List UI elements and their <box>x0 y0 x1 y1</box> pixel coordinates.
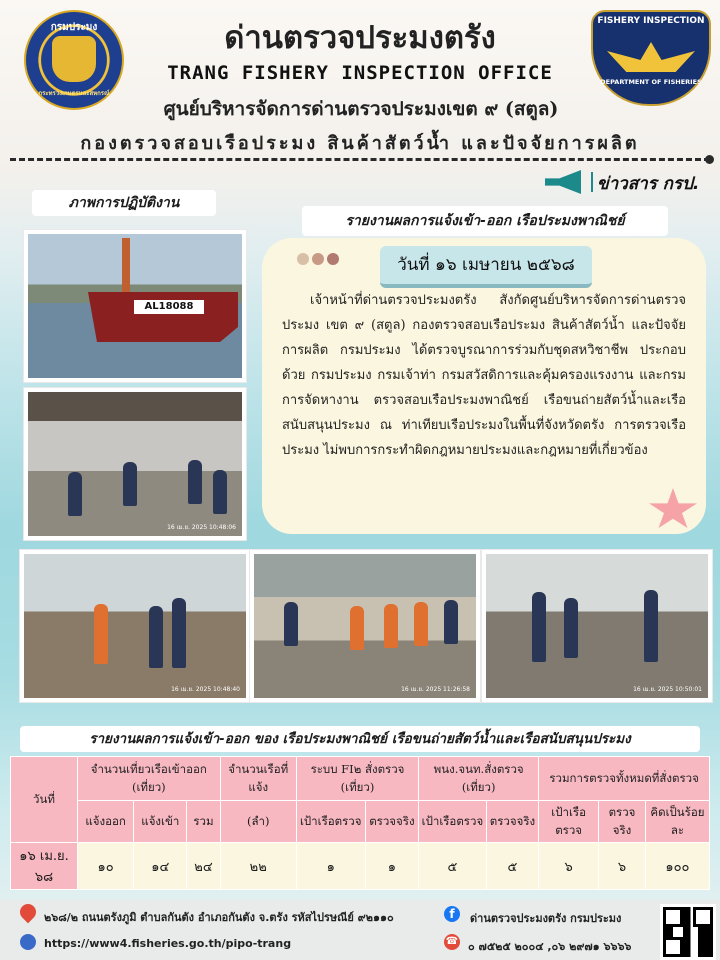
globe-icon <box>20 934 36 950</box>
boat-registration-label: AL18088 <box>134 300 204 314</box>
logo-right-bottom-text: DEPARTMENT OF FISHERIES <box>600 78 702 86</box>
cell: ๕ <box>486 843 539 890</box>
cell: ๑ <box>365 843 419 890</box>
subheader: เป้าเรือตรวจ <box>419 801 487 843</box>
wings-emblem-icon <box>607 42 695 72</box>
entry-exit-table <box>10 756 710 890</box>
news-badge <box>545 168 715 200</box>
emblem-icon <box>52 36 96 82</box>
header-officer: พนง.จนท.สั่งตรวจ (เที่ยว) <box>419 757 539 801</box>
logo-right-top-text: FISHERY INSPECTION <box>597 16 705 26</box>
megaphone-icon <box>545 170 581 194</box>
subtitle-center: ศูนย์บริหารจัดการด่านตรวจประมงเขต ๙ (สตูล) <box>163 98 559 120</box>
photo-boat <box>24 230 246 382</box>
cell: ๑๐ <box>78 843 134 890</box>
sound-lines-icon <box>583 172 593 192</box>
cell: ๑๐๐ <box>645 843 709 890</box>
subheader: (ลำ) <box>220 801 296 843</box>
qr-code[interactable] <box>660 904 716 960</box>
subheader: ตรวจจริง <box>365 801 419 843</box>
cell: ๖ <box>539 843 599 890</box>
photo-crew-lineup <box>250 550 480 702</box>
row-date: ๑๖ เม.ย. ๖๘ <box>11 843 78 890</box>
header-divider <box>10 158 710 161</box>
header-total: รวมการตรวจทั้งหมดที่สั่งตรวจ <box>539 757 710 801</box>
photos-section-title: ภาพการปฏิบัติงาน <box>32 190 216 216</box>
subheader: ตรวจจริง <box>486 801 539 843</box>
news-badge-label: ข่าวสาร กรป. <box>597 174 700 194</box>
page-title: ด่านตรวจประมงตรัง <box>224 20 496 56</box>
cell: ๑๔ <box>134 843 187 890</box>
location-pin-icon <box>17 901 40 924</box>
subheader: แจ้งเข้า <box>134 801 187 843</box>
header-boats: จำนวนเรือที่แจ้ง <box>220 757 296 801</box>
report-section-title: รายงานผลการแจ้งเข้า-ออก เรือประมงพาณิชย์ <box>302 206 668 236</box>
footer-phone: ๐ ๗๕๒๕ ๒๐๐๔ ,๐๖ ๒๙๗๑ ๖๖๖๖ <box>468 940 632 953</box>
header-date: วันที่ <box>11 757 78 843</box>
photo-timestamp: 16 เม.ย. 2025 10:50:01 <box>633 686 702 693</box>
page-title-english: TRANG FISHERY INSPECTION OFFICE <box>167 62 553 84</box>
fishery-inspection-logo <box>591 10 711 106</box>
report-date: วันที่ ๑๖ เมษายน ๒๕๖๘ <box>380 246 592 288</box>
cell: ๒๒ <box>220 843 296 890</box>
table-row <box>11 843 710 890</box>
photo-officers-dock <box>482 550 712 702</box>
facebook-icon[interactable]: f <box>444 906 460 922</box>
footer-website-link[interactable]: https://www4.fisheries.go.th/pipo-trang <box>44 937 292 950</box>
cell: ๑ <box>296 843 365 890</box>
photo-timestamp: 16 เม.ย. 2025 11:26:58 <box>401 686 470 693</box>
subheader: รวม <box>187 801 220 843</box>
subheader: ตรวจจริง <box>599 801 646 843</box>
cell: ๒๔ <box>187 843 220 890</box>
logo-left-bottom-text: กระทรวงเกษตรและสหกรณ์ <box>38 90 110 97</box>
footer-facebook[interactable]: ด่านตรวจประมงตรัง กรมประมง <box>470 912 622 925</box>
cell: ๖ <box>599 843 646 890</box>
table-title: รายงานผลการแจ้งเข้า-ออก ของ เรือประมงพาณิชย์ เรือขนถ่ายสัตว์น้ำและเรือสนับสนุนประมง <box>20 726 700 752</box>
subheader: แจ้งออก <box>78 801 134 843</box>
department-of-fisheries-logo <box>24 10 124 110</box>
phone-icon: ☎ <box>444 934 460 950</box>
cell: ๕ <box>419 843 487 890</box>
boat-mast <box>122 238 130 298</box>
subheader: เป้าเรือตรวจ <box>296 801 365 843</box>
photo-timestamp: 16 เม.ย. 2025 10:48:06 <box>167 524 236 531</box>
logo-left-top-text: กรมประมง <box>50 22 98 33</box>
photo-officers-inspection <box>24 388 246 540</box>
photo-pier-officers <box>20 550 250 702</box>
subheader: เป้าเรือตรวจ <box>539 801 599 843</box>
report-body: เจ้าหน้าที่ด่านตรวจประมงตรัง สังกัดศูนย์บริหารจัดการด่านตรวจประมง เขต ๙ (สตูล) กองตรวจสอบเรือประมง สินค้าสัตว์น้ำ และปัจจัยการผลิต กรมประมง ได้ตรวจบูรณาการร่วมกับชุดสหวิชาชีพ ประกอบด้วย กรมประมง กรมเจ้าท่า กรมสวัสดิการและคุ้มครองแรงงาน และกรมการจัดหางาน ตรวจสอบเรือประมงพาณิชย์ เรือขนถ่ายสัตว์น้ำและเรือสนับสนุนประมง ณ ท่าเทียบเรือประมงในพื้นที่จังหวัดตรัง การตรวจเรือประมง ไม่พบการกระทำผิดกฎหมายประมงและกฎหมายที่เกี่ยวข้อง <box>282 293 686 458</box>
header-trips: จำนวนเที่ยวเรือเข้าออก (เที่ยว) <box>78 757 221 801</box>
photo-timestamp: 16 เม.ย. 2025 10:48:40 <box>171 686 240 693</box>
subtitle-division: กองตรวจสอบเรือประมง สินค้าสัตว์น้ำ และปัจจัยการผลิต <box>80 133 640 154</box>
footer-address: ๒๖๘/๒ ถนนตรังภูมิ ตำบลกันตัง อำเภอกันตัง จ.ตรัง รหัสไปรษณีย์ ๙๒๑๑๐ <box>44 911 394 924</box>
subheader: คิดเป็นร้อยละ <box>645 801 709 843</box>
decorative-dots <box>297 250 342 269</box>
header-fi2: ระบบ FI๒ สั่งตรวจ (เที่ยว) <box>296 757 418 801</box>
footer <box>0 900 720 960</box>
